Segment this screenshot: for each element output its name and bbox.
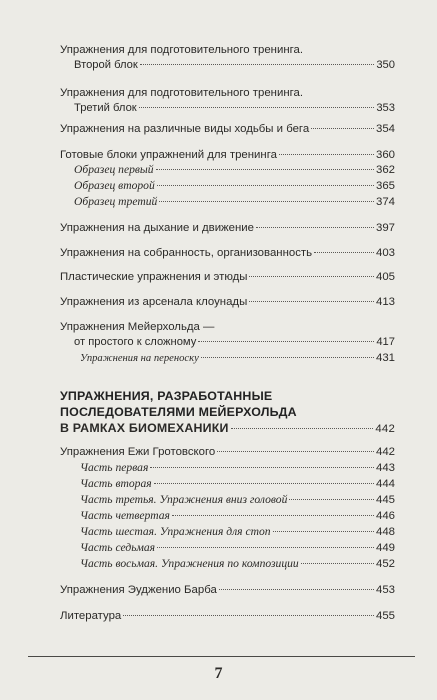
toc-page-number: 405 [375,271,395,283]
toc-subentry [80,509,395,523]
toc-subentry [74,163,395,177]
toc-page-number: 452 [375,558,395,570]
dot-leader [150,467,374,468]
dot-leader [311,128,374,129]
toc-entry [60,609,395,623]
dot-leader [249,276,374,277]
toc-page-number: 431 [375,352,395,364]
toc-entry-title: Пластические упражнения и этюды [60,271,248,283]
toc-page-number: 360 [375,149,395,161]
toc-entry [74,335,395,349]
toc-page-number: 374 [375,196,395,208]
toc-page-number: 353 [376,102,395,114]
toc-subentry [80,461,395,475]
toc-entry-title: от простого к сложному [74,336,197,348]
toc-entry-title: Часть седьмая [80,541,156,554]
toc-page-number: 453 [375,584,395,596]
toc-page-number: 365 [375,180,395,192]
toc-entry [74,101,395,115]
toc-entry [60,270,395,284]
toc-entry-line: Упражнения Мейерхольда — [60,321,215,333]
toc-subentry [80,477,395,491]
page-number: 7 [214,665,223,682]
dot-leader [159,201,374,202]
toc-subentry [80,493,395,507]
toc-entry-title: Часть первая [80,461,149,474]
dot-leader [157,185,374,186]
toc-page-number: 455 [375,610,395,622]
dot-leader [231,428,374,429]
toc-subentry [74,195,395,209]
footer-rule [28,656,415,657]
toc-page-number: 362 [375,164,395,176]
toc-page-number: 442 [375,446,395,458]
toc-entry [60,583,395,597]
toc-entry-title: Упражнения на переноску [80,353,199,364]
toc-entry-title: Часть восьмая. Упражнения по композиции [80,557,299,570]
dot-leader [279,154,374,155]
dot-leader [201,357,374,358]
toc-entry [60,148,395,162]
dot-leader [256,227,374,228]
toc-entry-title: Второй блок [74,59,138,71]
toc-page-number: 443 [375,462,395,474]
toc-entry [60,246,395,260]
toc-entry-title: Образец первый [74,163,154,176]
section-heading [60,420,395,436]
toc-entry-title: Упражнения на собранность, организованность [60,247,313,259]
toc-subentry [80,557,395,571]
toc-entry [60,295,395,309]
dot-leader [219,589,374,590]
toc-entry-title: Часть шестая. Упражнения для стоп [80,525,271,538]
toc-entry-title: Литература [60,610,122,622]
toc-entry-title: Третий блок [74,102,137,114]
toc-subentry [74,179,395,193]
toc-entry-title: Упражнения из арсенала клоунады [60,296,248,308]
toc-subentry [80,525,395,539]
dot-leader [289,499,374,500]
toc-entry-title: Образец второй [74,179,155,192]
section-heading-line: УПРАЖНЕНИЯ, РАЗРАБОТАННЫЕ [60,389,273,403]
toc-entry [60,445,395,459]
toc-page-number: 354 [375,123,395,135]
toc-entry-title: Готовые блоки упражнений для тренинга [60,149,277,161]
section-heading-line: ПОСЛЕДОВАТЕЛЯМИ МЕЙЕРХОЛЬДА [60,405,297,419]
toc-entry-title: Часть четвертая [80,509,170,522]
dot-leader [140,64,375,65]
dot-leader [157,547,374,548]
toc-page-number: 417 [376,336,395,348]
dot-leader [217,451,374,452]
dot-leader [156,169,374,170]
toc-entry [74,58,395,72]
toc-page-number: 413 [375,296,395,308]
section-heading-title: В РАМКАХ БИОМЕХАНИКИ [60,421,229,435]
toc-subentry [80,351,395,365]
dot-leader [198,341,374,342]
toc-page-number: 442 [375,423,395,435]
dot-leader [301,563,374,564]
toc-entry-line: Упражнения для подготовительного тренинга. [60,44,304,56]
dot-leader [172,515,374,516]
toc-page-number: 444 [375,478,395,490]
toc-page-number: 350 [376,59,395,71]
toc-entry-line: Упражнения для подготовительного тренинга. [60,87,304,99]
toc-page-number: 449 [375,542,395,554]
toc-page-number: 397 [375,222,395,234]
toc-entry-title: Упражнения Ежи Гротовского [60,446,216,458]
toc-subentry [80,541,395,555]
toc-entry-title: Часть вторая [80,477,152,490]
toc-entry-title: Упражнения Эудженио Барба [60,584,217,596]
dot-leader [314,252,374,253]
dot-leader [139,107,375,108]
toc-page-number: 448 [375,526,395,538]
toc-entry-title: Упражнения на дыхание и движение [60,222,255,234]
toc-page-number: 446 [375,510,395,522]
dot-leader [249,301,374,302]
dot-leader [273,531,374,532]
dot-leader [154,483,374,484]
toc-entry-title: Упражнения на различные виды ходьбы и бега [60,123,310,135]
dot-leader [123,615,374,616]
toc-entry [60,221,395,235]
toc-entry-title: Образец третий [74,195,158,208]
toc-entry [60,122,395,136]
toc-page-number: 403 [375,247,395,259]
toc-page-number: 445 [375,494,395,506]
toc-entry-title: Часть третья. Упражнения вниз головой [80,493,288,506]
